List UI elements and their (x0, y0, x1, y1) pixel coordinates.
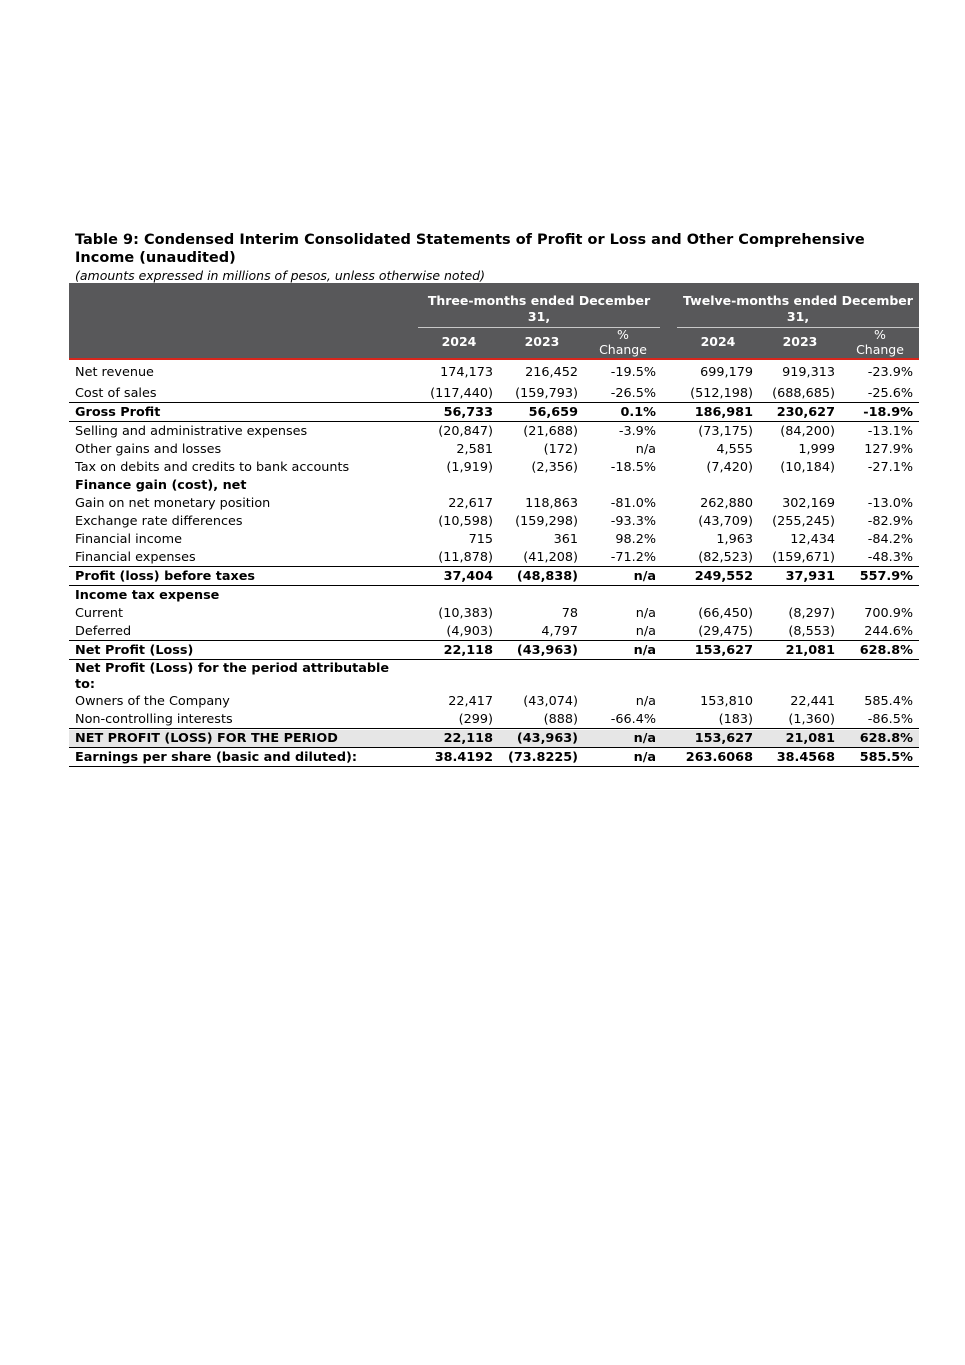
row-label: Other gains and losses (75, 442, 222, 457)
cell-q-2023: (41,208) (523, 550, 578, 565)
cell-q-2024: 22,118 (443, 643, 493, 658)
table-row (69, 605, 919, 623)
cell-q-2024: (10,383) (438, 606, 493, 621)
cell-q-change: 0.1% (620, 405, 656, 420)
cell-y-2023: (8,553) (788, 624, 835, 639)
cell-q-2024: (4,903) (446, 624, 493, 639)
cell-q-2024: 56,733 (443, 405, 493, 420)
cell-y-2023: 37,931 (785, 569, 835, 584)
cell-q-change: n/a (633, 731, 656, 746)
header-col-2024-y: 2024 (700, 334, 736, 349)
cell-q-change: -18.5% (610, 460, 656, 475)
cell-y-2023: 919,313 (782, 365, 835, 380)
cell-y-change: 700.9% (864, 606, 913, 621)
cell-y-2023: 38.4568 (776, 750, 835, 765)
cell-y-2024: 153,810 (700, 694, 753, 709)
cell-q-change: n/a (635, 624, 656, 639)
cell-q-2024: (299) (458, 712, 493, 727)
table-row (69, 364, 919, 382)
table-row (69, 711, 919, 729)
row-label: Financial income (75, 532, 182, 547)
cell-y-2023: (1,360) (788, 712, 835, 727)
cell-y-2023: (688,685) (772, 386, 835, 401)
cell-q-2023: 118,863 (525, 496, 578, 511)
cell-q-2023: (2,356) (531, 460, 578, 475)
header-group-three-months: Three-months ended December 31, (418, 293, 660, 328)
cell-q-2024: 22,417 (448, 694, 493, 709)
table-row (69, 441, 919, 459)
table-row-total (69, 404, 919, 422)
cell-q-change: -93.3% (610, 514, 656, 529)
row-label: Net revenue (75, 365, 154, 380)
cell-y-change: -23.9% (867, 365, 913, 380)
table-row-total (69, 642, 919, 660)
cell-y-2023: 1,999 (798, 442, 835, 457)
cell-y-2023: (84,200) (780, 424, 835, 439)
cell-q-change: n/a (633, 643, 656, 658)
row-label: Selling and administrative expenses (75, 424, 308, 439)
table-row (69, 623, 919, 641)
cell-y-2023: 22,441 (790, 694, 835, 709)
row-label: Net Profit (Loss) (75, 643, 194, 658)
table-row (69, 459, 919, 477)
table-title: Table 9: Condensed Interim Consolidated Statements of Profit or Loss and Other Comprehensive Income (unaudited) (75, 232, 865, 266)
cell-y-2023: 302,169 (782, 496, 835, 511)
cell-y-change: -48.3% (867, 550, 913, 565)
cell-y-change: -13.0% (867, 496, 913, 511)
table-row-eps (69, 749, 919, 767)
cell-y-2024: 699,179 (700, 365, 753, 380)
cell-q-change: -81.0% (610, 496, 656, 511)
cell-y-change: 557.9% (859, 569, 913, 584)
cell-q-2023: (48,838) (516, 569, 578, 584)
row-label: Owners of the Company (75, 694, 230, 709)
header-group-twelve-months: Twelve-months ended December 31, (677, 293, 919, 328)
cell-y-2024: (43,709) (698, 514, 753, 529)
table-section-heading (69, 587, 919, 605)
cell-q-2023: 216,452 (525, 365, 578, 380)
cell-y-2023: (159,671) (772, 550, 835, 565)
cell-q-2023: (21,688) (523, 424, 578, 439)
cell-q-2024: 37,404 (443, 569, 493, 584)
header-col-2024-q: 2024 (441, 334, 477, 349)
cell-y-2024: 249,552 (694, 569, 753, 584)
cell-y-2024: (73,175) (698, 424, 753, 439)
cell-y-2024: 4,555 (716, 442, 753, 457)
cell-y-2024: (512,198) (690, 386, 753, 401)
cell-q-2023: (43,963) (516, 731, 578, 746)
cell-y-2024: 263.6068 (685, 750, 753, 765)
cell-q-2024: 2,581 (456, 442, 493, 457)
cell-y-2024: (7,420) (706, 460, 753, 475)
cell-q-change: n/a (633, 569, 656, 584)
cell-q-2023: (159,793) (515, 386, 578, 401)
cell-q-2023: 4,797 (541, 624, 578, 639)
row-label: Gross Profit (75, 405, 161, 420)
row-label: Gain on net monetary position (75, 496, 271, 511)
cell-y-2023: (10,184) (780, 460, 835, 475)
cell-y-2023: 230,627 (776, 405, 835, 420)
table-row (69, 531, 919, 549)
cell-y-2023: (8,297) (788, 606, 835, 621)
row-label: Deferred (75, 624, 132, 639)
cell-q-2023: (73.8225) (508, 750, 578, 765)
cell-q-2023: (172) (543, 442, 578, 457)
table-row (69, 385, 919, 403)
table-header (69, 283, 919, 360)
header-pct-symbol: % (874, 327, 886, 342)
cell-y-change: 127.9% (864, 442, 913, 457)
cell-q-2023: 361 (553, 532, 578, 547)
cell-q-2024: (11,878) (438, 550, 493, 565)
cell-y-change: -84.2% (867, 532, 913, 547)
row-label: Net Profit (Loss) for the period attributable to: (75, 661, 390, 692)
cell-y-change: 585.5% (859, 750, 913, 765)
cell-y-2023: 12,434 (790, 532, 835, 547)
cell-q-change: 98.2% (615, 532, 656, 547)
row-label: Current (75, 606, 124, 621)
table-subtitle: (amounts expressed in millions of pesos, unless otherwise noted) (75, 268, 485, 283)
header-pct-change: Change (856, 342, 904, 357)
cell-y-2024: 153,627 (694, 643, 753, 658)
cell-y-change: 585.4% (864, 694, 913, 709)
row-label: Exchange rate differences (75, 514, 243, 529)
cell-q-change: -19.5% (610, 365, 656, 380)
table-row (69, 495, 919, 513)
row-label: Income tax expense (75, 588, 220, 603)
cell-q-change: n/a (635, 442, 656, 457)
row-label: Profit (loss) before taxes (75, 569, 256, 584)
cell-q-change: -26.5% (610, 386, 656, 401)
cell-y-2023: (255,245) (772, 514, 835, 529)
cell-q-change: n/a (635, 606, 656, 621)
cell-q-2024: 22,617 (448, 496, 493, 511)
cell-q-2024: (117,440) (430, 386, 493, 401)
table-row-grand-total (69, 730, 919, 748)
cell-q-change: -66.4% (610, 712, 656, 727)
cell-q-2024: 38.4192 (434, 750, 493, 765)
cell-y-2024: (183) (718, 712, 753, 727)
row-label: Cost of sales (75, 386, 157, 401)
row-label: NET PROFIT (LOSS) FOR THE PERIOD (75, 731, 338, 746)
cell-y-2024: 1,963 (716, 532, 753, 547)
cell-y-2023: 21,081 (785, 643, 835, 658)
table-row-total (69, 568, 919, 586)
cell-q-change: n/a (633, 750, 656, 765)
cell-y-change: 628.8% (859, 731, 913, 746)
row-label: Non-controlling interests (75, 712, 233, 727)
header-col-pct-q (588, 327, 658, 357)
table-section-heading (69, 660, 919, 694)
cell-q-2024: (1,919) (446, 460, 493, 475)
row-label: Financial expenses (75, 550, 196, 565)
header-col-pct-y (845, 327, 915, 357)
cell-y-2024: (66,450) (698, 606, 753, 621)
cell-y-2023: 21,081 (785, 731, 835, 746)
cell-y-change: -82.9% (867, 514, 913, 529)
cell-q-change: -3.9% (618, 424, 656, 439)
cell-y-2024: (82,523) (698, 550, 753, 565)
cell-y-change: 244.6% (864, 624, 913, 639)
table-row (69, 423, 919, 441)
cell-y-change: -86.5% (867, 712, 913, 727)
cell-y-2024: 186,981 (694, 405, 753, 420)
cell-q-2023: 56,659 (528, 405, 578, 420)
header-col-2023-q: 2023 (524, 334, 560, 349)
cell-q-2023: 78 (561, 606, 578, 621)
cell-q-change: n/a (635, 694, 656, 709)
cell-y-2024: 153,627 (694, 731, 753, 746)
cell-q-2024: (20,847) (438, 424, 493, 439)
cell-q-2023: (888) (543, 712, 578, 727)
cell-y-2024: 262,880 (700, 496, 753, 511)
cell-q-2024: 22,118 (443, 731, 493, 746)
row-label: Earnings per share (basic and diluted): (75, 750, 357, 765)
row-label: Tax on debits and credits to bank accounts (75, 460, 350, 475)
cell-q-change: -71.2% (610, 550, 656, 565)
cell-q-2023: (43,074) (523, 694, 578, 709)
cell-y-change: -13.1% (867, 424, 913, 439)
cell-y-change: -27.1% (867, 460, 913, 475)
cell-y-change: 628.8% (859, 643, 913, 658)
cell-y-change: -18.9% (863, 405, 913, 420)
cell-q-2023: (159,298) (515, 514, 578, 529)
cell-q-2023: (43,963) (516, 643, 578, 658)
table-row (69, 513, 919, 531)
table-section-heading (69, 477, 919, 495)
cell-q-2024: 174,173 (440, 365, 493, 380)
header-pct-symbol: % (617, 327, 629, 342)
cell-q-2024: 715 (468, 532, 493, 547)
table-row (69, 693, 919, 711)
cell-q-2024: (10,598) (438, 514, 493, 529)
header-col-2023-y: 2023 (782, 334, 818, 349)
table-row (69, 549, 919, 567)
row-label: Finance gain (cost), net (75, 478, 247, 493)
header-pct-change: Change (599, 342, 647, 357)
cell-y-change: -25.6% (867, 386, 913, 401)
cell-y-2024: (29,475) (698, 624, 753, 639)
